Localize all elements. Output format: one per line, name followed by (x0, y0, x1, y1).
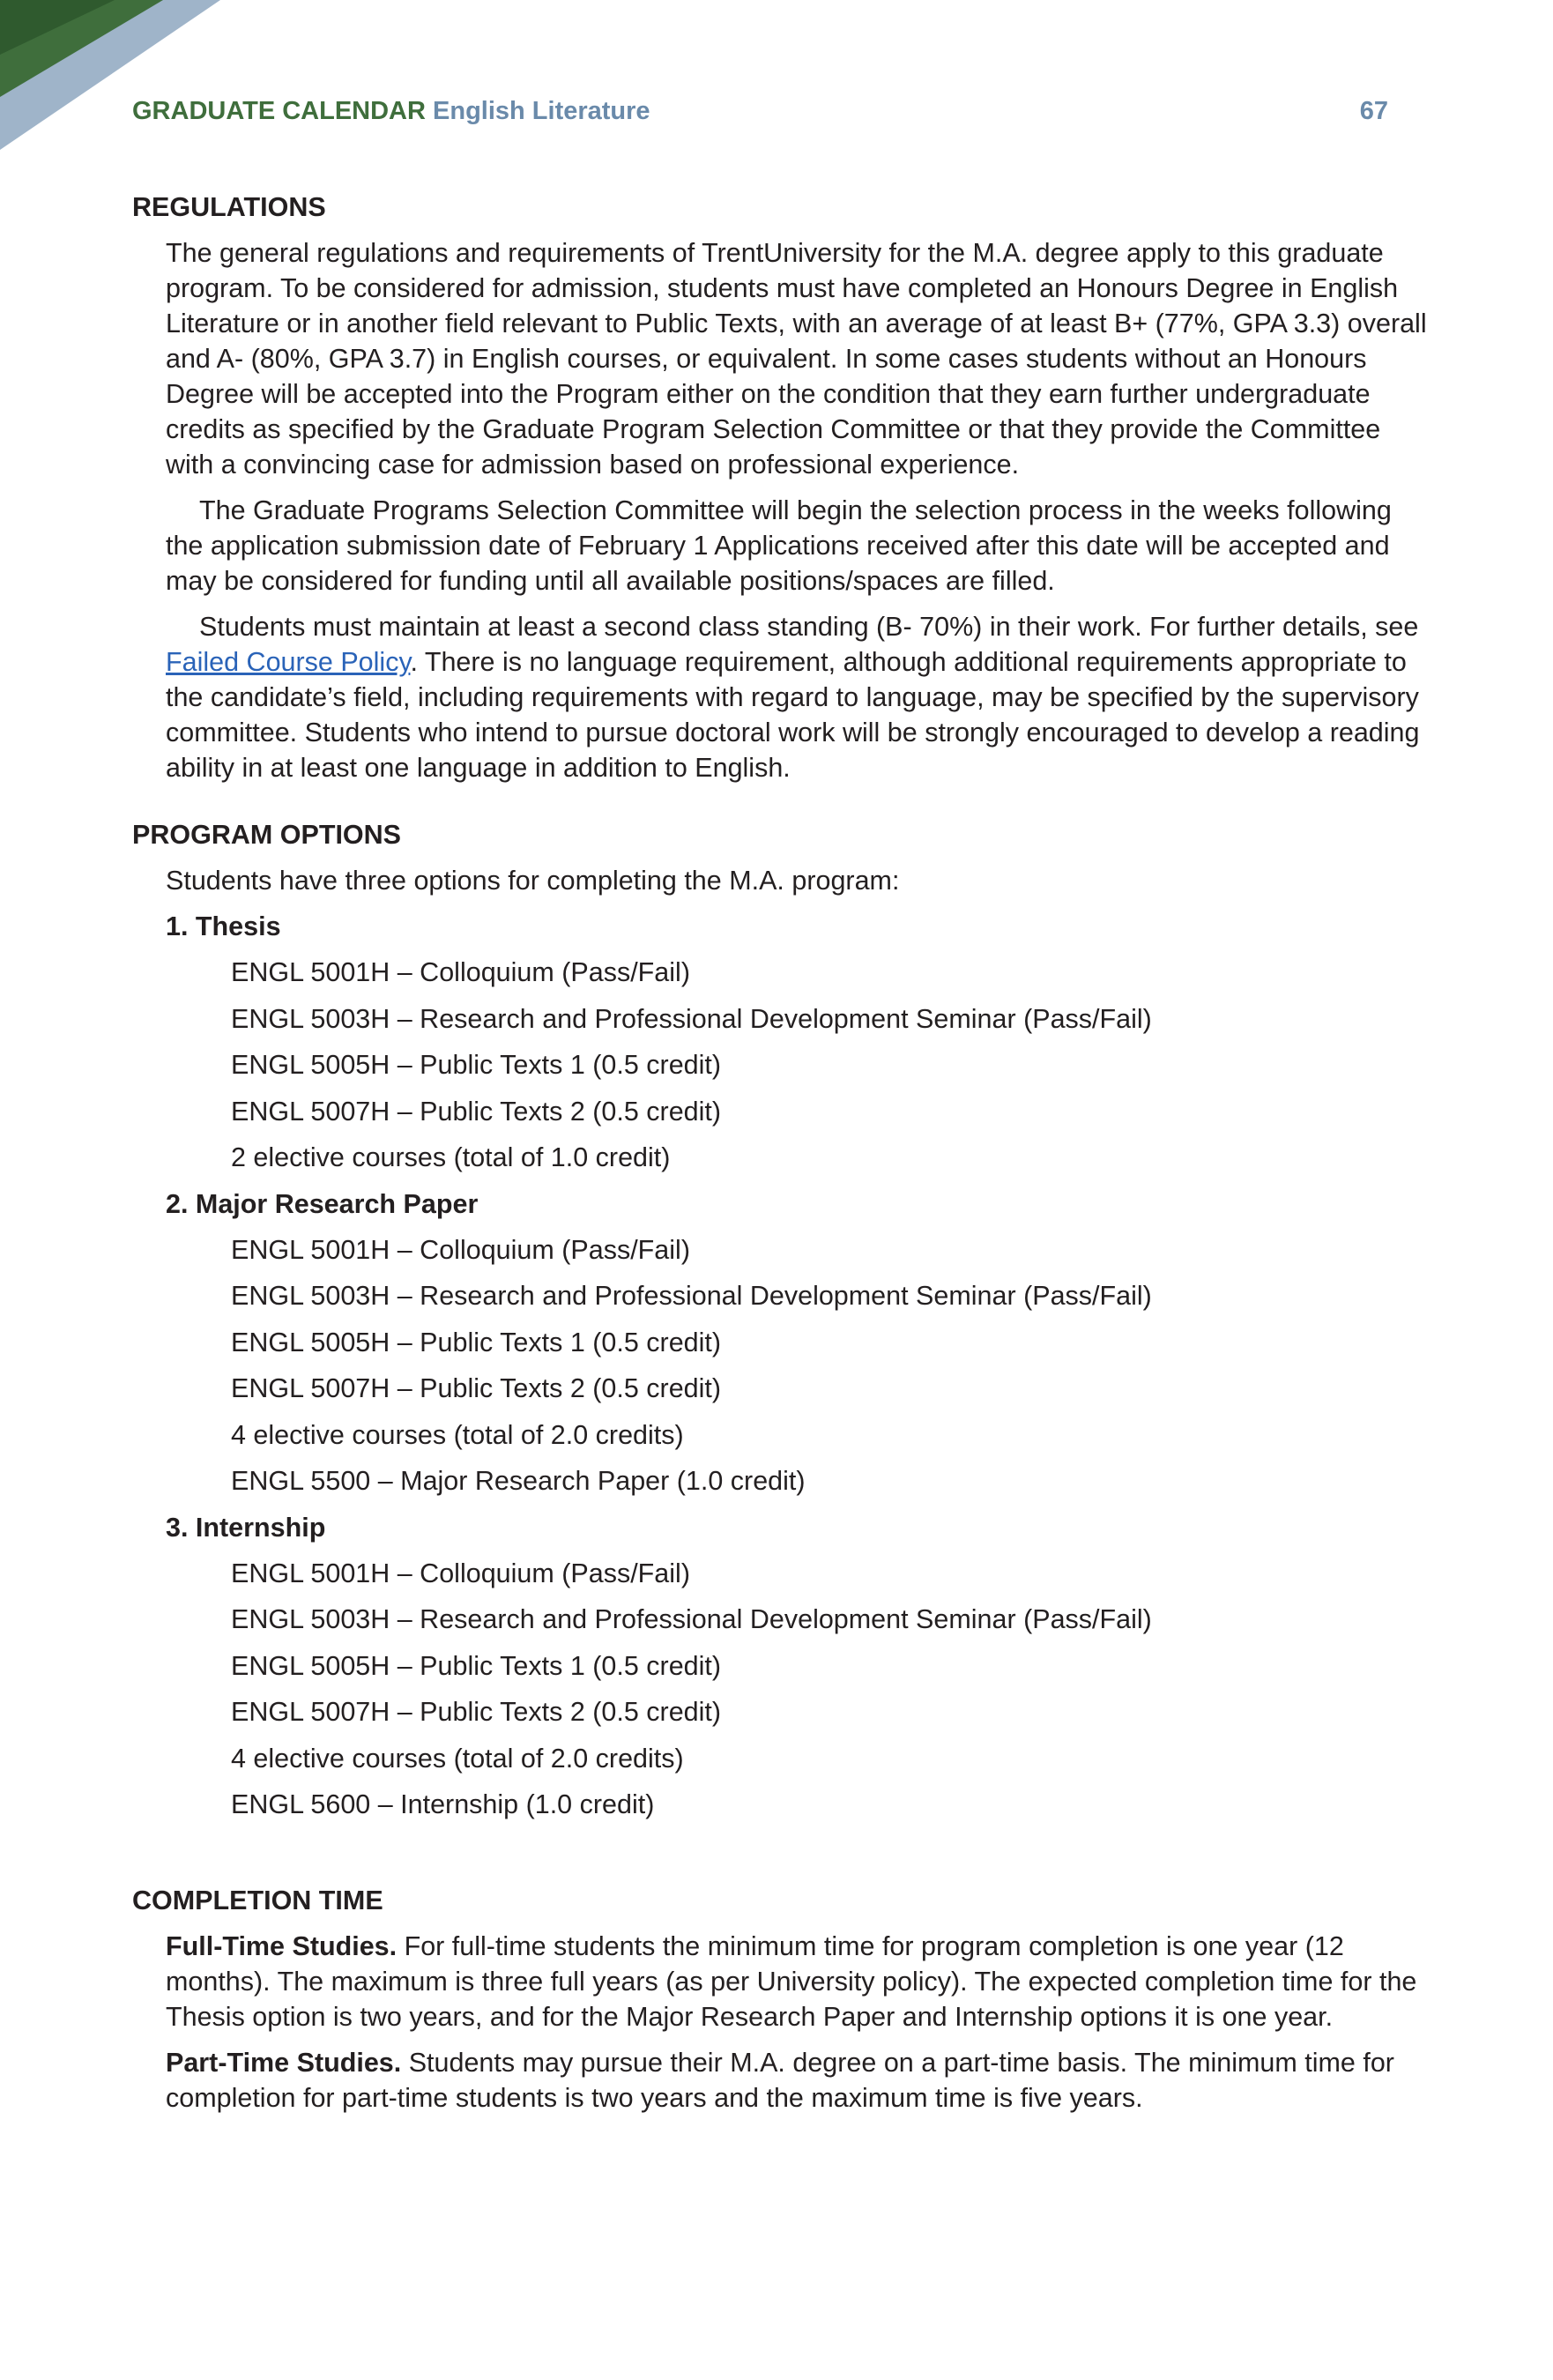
list-item: ENGL 5005H – Public Texts 1 (0.5 credit) (231, 1650, 722, 1681)
internship-option-title: 3. Internship (166, 1512, 326, 1543)
list-item: ENGL 5003H – Research and Professional Development Seminar (Pass/Fail) (231, 1281, 1152, 1311)
list-item: ENGL 5600 – Internship (1.0 credit) (231, 1789, 655, 1819)
regulations-paragraph-2: The Graduate Programs Selection Committee will begin the selection process in the weeks following the application submission date of February 1 Applications received after this date will be accepted and may be considered for funding until all available positions/spaces are filled. (166, 495, 1392, 596)
list-item: 4 elective courses (total of 2.0 credits) (231, 1419, 684, 1450)
thesis-option-title: 1. Thesis (166, 911, 281, 941)
full-time-label: Full-Time Studies. (166, 1930, 398, 1961)
header-department: English Literature (433, 97, 650, 125)
page-number: 67 (1359, 97, 1388, 125)
completion-time-heading: COMPLETION TIME (132, 1885, 383, 1915)
p3-text-after: . There is no language requirement, although additional requirements appropriate to the candidate’s field, including requirements with regard to language, may be specified by the supervisory committee. Students who intend to pursue doctoral work will be strongly encouraged to develop a reading ability in at least one language in addition to English. (166, 647, 1420, 783)
list-item: ENGL 5005H – Public Texts 1 (0.5 credit) (231, 1050, 722, 1080)
part-time-label: Part-Time Studies. (166, 2047, 402, 2078)
mrp-option-title: 2. Major Research Paper (166, 1188, 479, 1219)
list-item: ENGL 5007H – Public Texts 2 (0.5 credit) (231, 1697, 722, 1727)
full-time-paragraph (166, 1929, 1428, 2034)
part-time-text: Students may pursue their M.A. degree on a part-time basis. The minimum time for completion for part-time students is two years and the maximum time is five years. (166, 2047, 1394, 2113)
list-item: ENGL 5007H – Public Texts 2 (0.5 credit) (231, 1373, 722, 1403)
p3-text-before: Students must maintain at least a second class standing (B- 70%) in their work. For further details, see (199, 612, 1419, 642)
list-item: ENGL 5003H – Research and Professional Development Seminar (Pass/Fail) (231, 1604, 1152, 1634)
list-item: ENGL 5007H – Public Texts 2 (0.5 credit) (231, 1096, 722, 1127)
list-item: ENGL 5001H – Colloquium (Pass/Fail) (231, 1558, 690, 1588)
list-item: ENGL 5001H – Colloquium (Pass/Fail) (231, 1234, 690, 1265)
corner-decoration (0, 0, 247, 159)
full-time-text: For full-time students the minimum time for program completion is one year (12 months). The maximum is three full years (as per University policy). The expected completion time for the Thesis option is two years, and for the Major Research Paper and Internship options it is one year. (166, 1930, 1417, 2032)
list-item: ENGL 5500 – Major Research Paper (1.0 credit) (231, 1466, 806, 1496)
list-item: ENGL 5001H – Colloquium (Pass/Fail) (231, 957, 690, 987)
page-content (132, 190, 1428, 2126)
list-item: 2 elective courses (total of 1.0 credit) (231, 1142, 671, 1172)
failed-course-policy-link[interactable]: Failed Course Policy (166, 647, 411, 677)
header-calendar: GRADUATE CALENDAR (132, 97, 426, 125)
program-options-intro: Students have three options for completing the M.A. program: (166, 866, 900, 896)
section-spacer (132, 1833, 1428, 1883)
part-time-paragraph (166, 2045, 1428, 2116)
regulations-heading: REGULATIONS (132, 192, 326, 222)
list-item: 4 elective courses (total of 2.0 credits) (231, 1743, 684, 1774)
regulations-paragraph-3 (166, 609, 1428, 785)
page-header (132, 97, 1388, 126)
regulations-paragraph-1: The general regulations and requirements of TrentUniversity for the M.A. degree apply to this graduate program. To be considered for admission, students must have completed an Honours Degree in English Literature or in another field relevant to Public Texts, with an average of at least B+ (77%, GPA 3.3) overall and A- (80%, GPA 3.7) in English courses, or equivalent. In some cases students without an Honours Degree will be accepted into the Program either on the condition that they earn further undergraduate credits as specified by the Graduate Program Selection Committee or that they provide the Committee with a convincing case for admission based on professional experience. (166, 238, 1427, 480)
list-item: ENGL 5005H – Public Texts 1 (0.5 credit) (231, 1327, 722, 1357)
list-item: ENGL 5003H – Research and Professional Development Seminar (Pass/Fail) (231, 1003, 1152, 1034)
program-options-heading: PROGRAM OPTIONS (132, 820, 402, 850)
